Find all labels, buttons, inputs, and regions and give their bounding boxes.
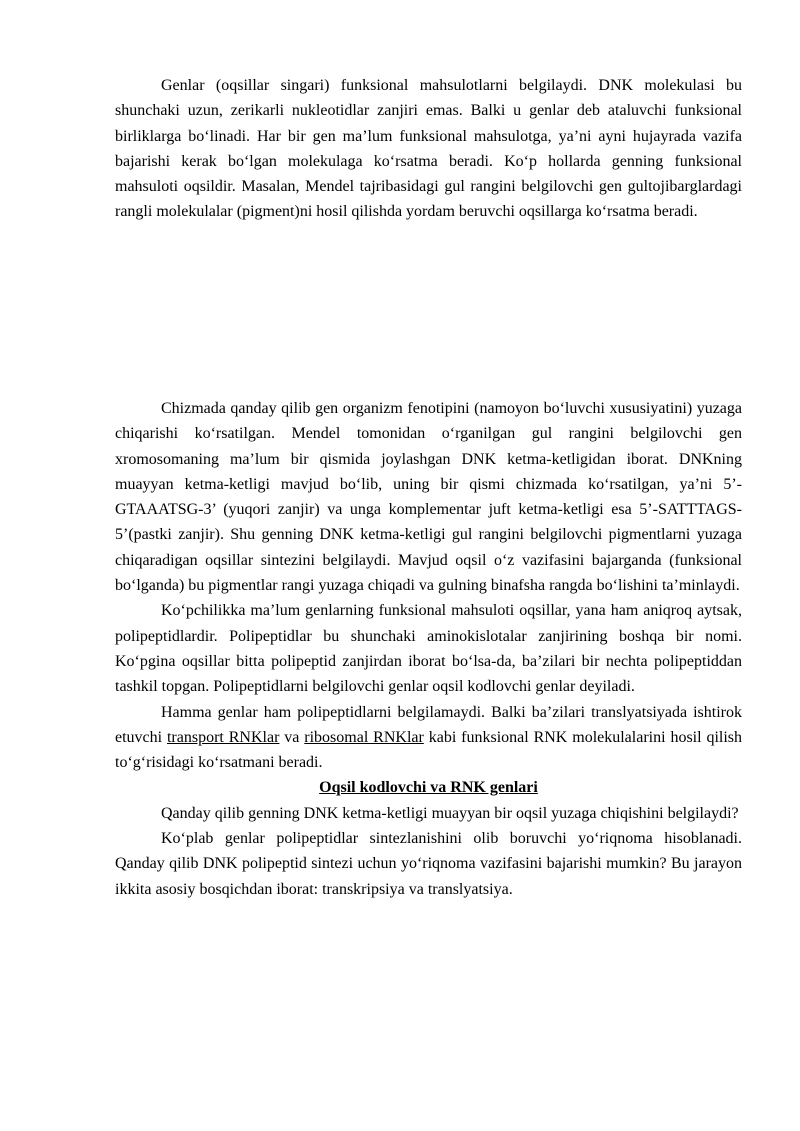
rnk-text-middle: va	[279, 728, 305, 746]
paragraph-polipeptid: Ko‘pchilikka ma’lum genlarning funksional mahsuloti oqsillar, yana ham aniqroq aytsak, polipeptidlardir. Polipeptidlar bu shunchaki aminokislotalar zanjirining boshqa bir nomi. Ko‘pgina oqsillar bitta polipeptid zanjirdan iborat bo‘lsa-da, ba’zilari bir nechta polipeptiddan tashkil topgan. Polipeptidlarni belgilovchi genlar oqsil kodlovchi genlar deyiladi.	[115, 602, 742, 696]
paragraph-transkripsiya: Ko‘plab genlar polipeptidlar sintezlanishini olib boruvchi yo‘riqnoma hisoblanadi. Qanday qilib DNK polipeptid sintezi uchun yo‘riqnoma vazifasini bajarishi mumkin? Bu jarayon ikkita asosiy bosqichdan iborat: transkripsiya va translyatsiya.	[115, 830, 742, 898]
paragraph-question: Qanday qilib genning DNK ketma-ketligi muayyan bir oqsil yuzaga chiqishini belgilaydi?	[161, 804, 739, 822]
paragraph-genlar: Genlar (oqsillar singari) funksional mahsulotlarni belgilaydi. DNK molekulasi bu shunchaki uzun, zerikarli nukleotidlar zanjiri emas. Balki u genlar deb ataluvchi funksional birliklarga bo‘linadi. Har bir gen ma’lum funksional mahsulotga, ya’ni ayni hujayrada vazifa bajarishi kerak bo‘lgan molekulaga ko‘rsatma beradi. Ko‘p hollarda genning funksional mahsuloti oqsildir. Masalan, Mendel tajribasidagi gul rangini belgilovchi gen gultojibarglardagi rangli molekulalar (pigment)ni hosil qilishda yordam beruvchi oqsillarga ko‘rsatma beradi.	[115, 77, 742, 221]
rnk-text-after: kabi funksional RNK molekulalarini hosil qilish to‘g‘risidagi ko‘rsatmani beradi.	[115, 728, 743, 772]
section-heading: Oqsil kodlovchi va RNK genlari	[319, 779, 538, 797]
document-top-section	[115, 73, 742, 225]
transport-rnk-link[interactable]: transport RNKlar	[166, 728, 280, 746]
paragraph-chizma: Chizmada qanday qilib gen organizm fenotipini (namoyon bo‘luvchi xususiyatini) yuzaga chiqarishi ko‘rsatilgan. Mendel tomonidan o‘rganilgan gul rangini belgilovchi gen xromosomaning ma’lum bir qismida joylashgan DNK ketma-ketligidan iborat. DNKning muayyan ketma-ketligi mavjud bo‘lib, uning bir qismi chizmada ko‘rsatilgan, ya’ni 5’-GTAAATSG-3’ (yuqori zanjir) va unga komplementar juft ketma-ketligi esa 5’-SATTTAGS-5’(pastki zanjir). Shu genning DNK ketma-ketligi gul rangini belgilovchi pigmentlarni yuzaga chiqaradigan oqsillar sintezini belgilaydi. Mavjud oqsil o‘z vazifasini bajarganda (funksional bo‘lganda) bu pigmentlar rangi yuzaga chiqadi va gulning binafsha rangda bo‘lishini ta’minlaydi.	[115, 400, 742, 595]
paragraph-rnk-genes	[115, 700, 742, 776]
rnk-text-before: Hamma genlar ham polipeptidlarni belgilamaydi. Balki ba’zilari translyatsiyada ishtirok etuvchi	[115, 703, 742, 746]
document-main-section	[115, 396, 742, 902]
ribosomal-rnk-link[interactable]: ribosomal RNKlar	[304, 728, 424, 746]
